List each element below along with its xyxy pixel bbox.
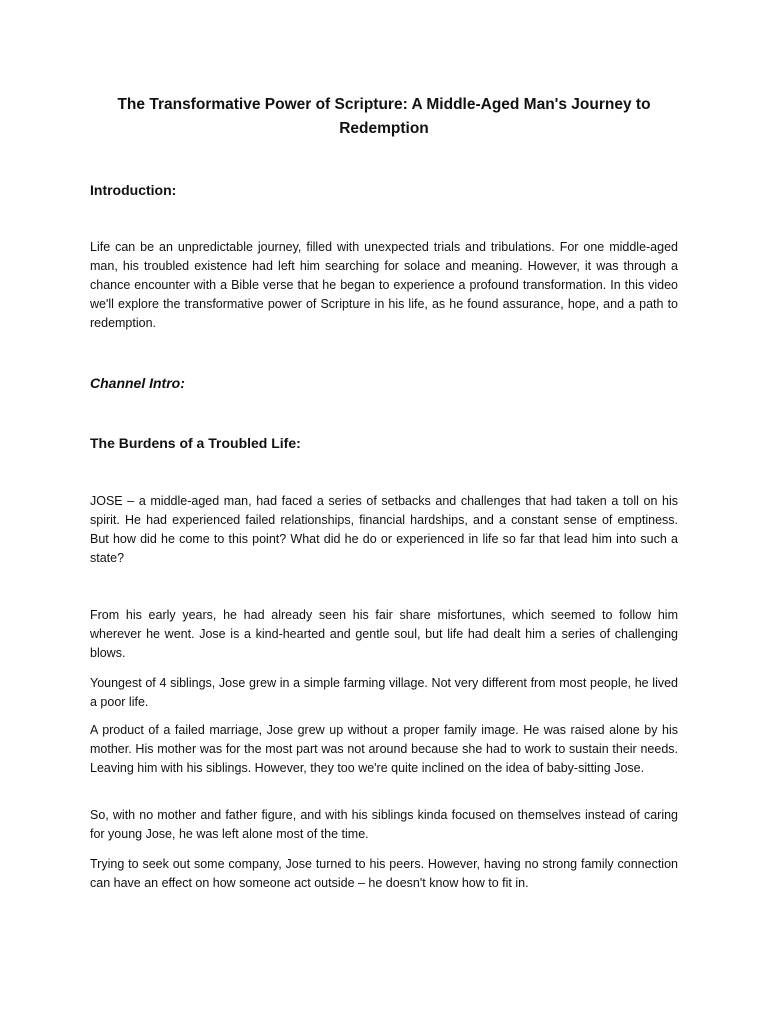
- body-paragraph-4: A product of a failed marriage, Jose grew up without a proper family image. He was raised alone by his mother. His mother was for the most part was not around because she had to work to sustain their needs. Leaving him with his siblings. However, they too we're quite inclined on the idea of baby-sitting Jose.: [90, 723, 678, 775]
- body-paragraph-1: JOSE – a middle-aged man, had faced a series of setbacks and challenges that had taken a toll on his spirit. He had experienced failed relationships, financial hardships, and a constant sense of emptiness. But how did he come to this point? What did he do or experienced in life so far that lead him into such a state?: [90, 494, 678, 565]
- body-paragraph-6: Trying to seek out some company, Jose turned to his peers. However, having no strong family connection can have an effect on how someone act outside – he doesn't know how to fit in.: [90, 857, 678, 890]
- document-title: The Transformative Power of Scripture: A Middle-Aged Man's Journey to Redemption: [117, 96, 651, 137]
- body-paragraph-2: From his early years, he had already seen his fair share misfortunes, which seemed to follow him wherever he went. Jose is a kind-hearted and gentle soul, but life had dealt him a series of challenging blows.: [90, 608, 678, 660]
- burdens-heading: The Burdens of a Troubled Life:: [90, 435, 301, 451]
- introduction-paragraph: Life can be an unpredictable journey, filled with unexpected trials and tribulations. For one middle-aged man, his troubled existence had left him searching for solace and meaning. However, it was through a chance encounter with a Bible verse that he began to experience a profound transformation. In this video we'll explore the transformative power of Scripture in his life, as he found assurance, hope, and a path to redemption.: [90, 240, 678, 330]
- introduction-heading: Introduction:: [90, 182, 177, 198]
- body-paragraph-3: Youngest of 4 siblings, Jose grew in a simple farming village. Not very different from most people, he lived a poor life.: [90, 676, 678, 709]
- body-paragraph-5: So, with no mother and father figure, and with his siblings kinda focused on themselves instead of caring for young Jose, he was left alone most of the time.: [90, 808, 678, 841]
- channel-intro-heading: Channel Intro:: [90, 375, 185, 391]
